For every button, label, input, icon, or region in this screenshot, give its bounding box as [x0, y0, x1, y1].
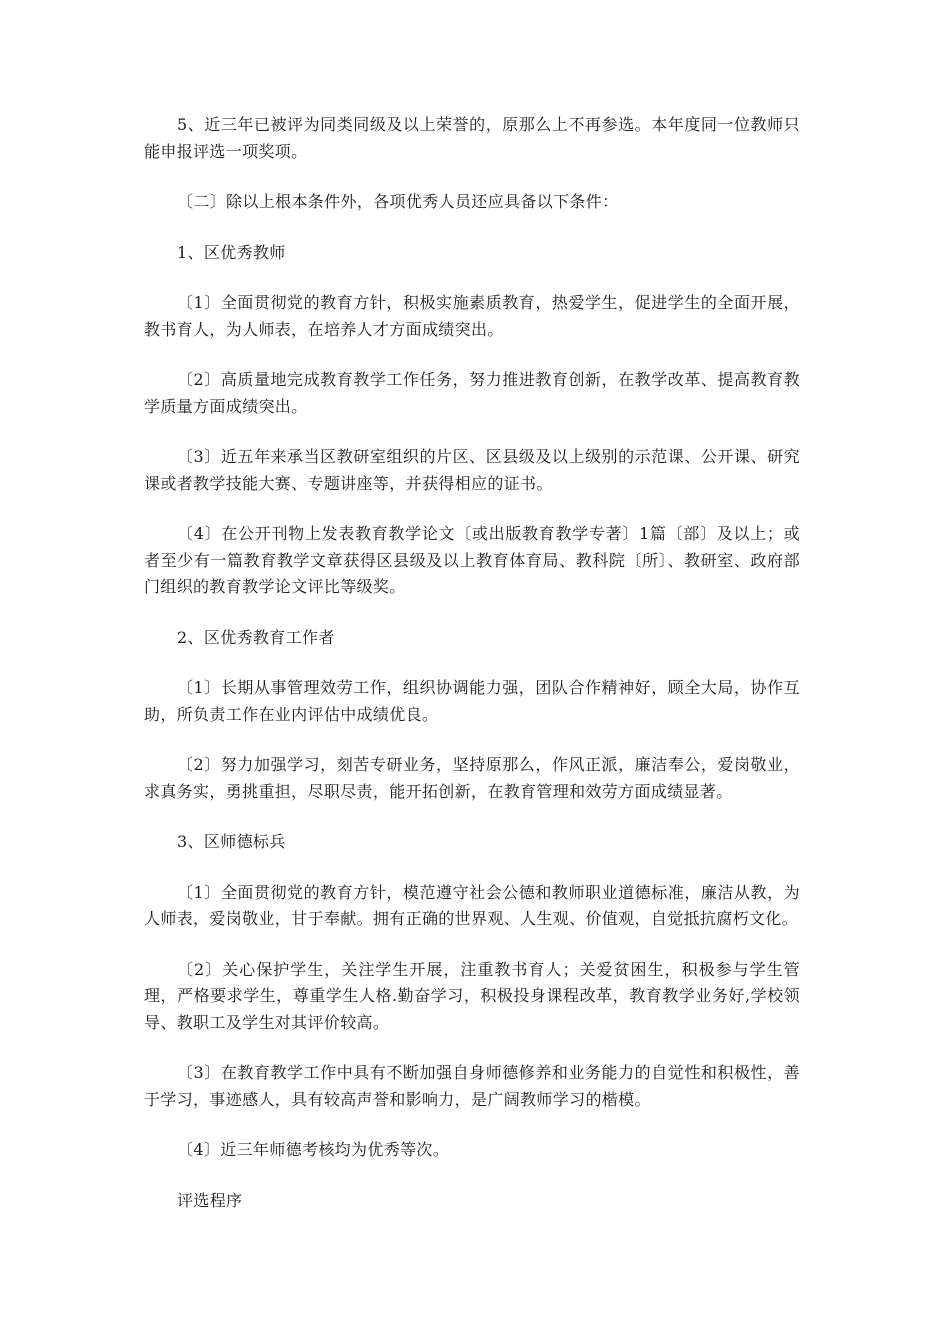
- heading-excellent-teacher: 1、区优秀教师: [177, 242, 286, 262]
- paragraph-teacher-3: 〔3〕近五年来承当区教研室组织的片区、区县级及以上级别的示范课、公开课、研究课或者教学技能大赛、专题讲座等，并获得相应的证书。: [144, 447, 800, 493]
- paragraph-honor-rule: 5、近三年已被评为同类同级及以上荣誉的，原那么上不再参选。本年度同一位教师只能申报评选一项奖项。: [144, 115, 800, 161]
- paragraph-worker-1: 〔1〕长期从事管理效劳工作，组织协调能力强，团队合作精神好，顾全大局，协作互助，所负责工作在业内评估中成绩优良。: [144, 678, 800, 724]
- paragraph-ethics-2: 〔2〕关心保护学生，关注学生开展，注重教书育人；关爱贫困生，积极参与学生管理，严格要求学生，尊重学生人格.勤奋学习，积极投身课程改革，教育教学业务好,学校领导、教职工及学生对其评价较高。: [144, 959, 800, 1032]
- paragraph-ethics-3: 〔3〕在教育教学工作中具有不断加强自身师德修养和业务能力的自觉性和积极性，善于学习，事迹感人，具有较高声誉和影响力，是广阔教师学习的楷模。: [144, 1063, 800, 1109]
- paragraph-teacher-2: 〔2〕高质量地完成教育教学工作任务，努力推进教育创新，在教学改革、提高教育教学质量方面成绩突出。: [144, 370, 800, 416]
- paragraph-ethics-4: 〔4〕近三年师德考核均为优秀等次。: [177, 1140, 450, 1159]
- paragraph-teacher-4: 〔4〕在公开刊物上发表教育教学论文〔或出版教育教学专著〕1篇〔部〕及以上；或者至少有一篇教育教学文章获得区县级及以上教育体育局、教科院〔所〕、教研室、政府部门组织的教育教学论文评比等级奖。: [144, 524, 800, 596]
- heading-selection-procedure: 评选程序: [177, 1190, 243, 1210]
- heading-ethics-model: 3、区师德标兵: [177, 832, 286, 851]
- paragraph-worker-2: 〔2〕努力加强学习，刻苦专研业务，坚持原那么，作风正派，廉洁奉公，爱岗敬业，求真务实，勇挑重担，尽职尽责，能开拓创新，在教育管理和效劳方面成绩显著。: [144, 755, 800, 801]
- heading-education-worker: 2、区优秀教育工作者: [177, 627, 335, 647]
- paragraph-extra-conditions: 〔二〕除以上根本条件外，各项优秀人员还应具备以下条件：: [177, 192, 619, 211]
- paragraph-teacher-1: 〔1〕全面贯彻党的教育方针，积极实施素质教育，热爱学生，促进学生的全面开展，教书育人，为人师表，在培养人才方面成绩突出。: [144, 293, 800, 339]
- paragraph-ethics-1: 〔1〕全面贯彻党的教育方针，模范遵守社会公德和教师职业道德标准，廉洁从教，为人师表，爱岗敬业，甘于奉献。拥有正确的世界观、人生观、价值观，自觉抵抗腐朽文化。: [144, 882, 800, 928]
